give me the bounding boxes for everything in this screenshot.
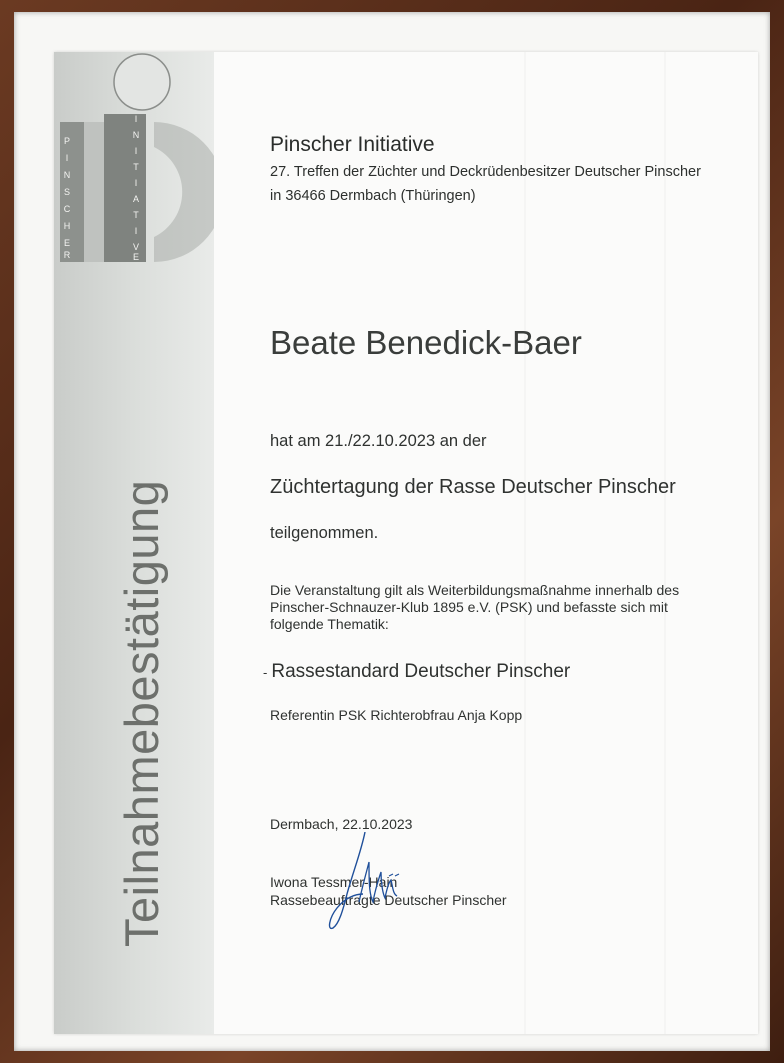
svg-text:I: I [134,178,138,188]
place-date: Dermbach, 22.10.2023 [270,816,413,832]
certificate-type-title: Teilnahmebestätigung [115,479,168,947]
topic-dash: - [263,665,268,680]
paragraph-line: Die Veranstaltung gilt als Weiterbildungsmaßnahme innerhalb des [270,582,680,598]
topic-line [263,661,570,683]
signer-name: Iwona Tessmer-Hain [270,874,398,890]
meeting-title: 27. Treffen der Züchter und Deckrüdenbesitzer Deutscher Pinscher [270,164,701,180]
topic-title: Rassestandard Deutscher Pinscher [271,661,571,682]
svg-text:T: T [133,162,139,172]
svg-text:T: T [133,210,139,220]
paper-texture [664,52,666,1034]
svg-text:S: S [63,187,71,197]
svg-text:E: E [63,238,71,248]
organization-name: Pinscher Initiative [270,133,435,156]
handwritten-signature [309,832,419,932]
date-line: hat am 21./22.10.2023 an der [270,432,487,450]
paper-texture [524,52,526,1034]
svg-text:E: E [132,252,140,262]
svg-text:C: C [63,204,71,214]
svg-text:A: A [132,194,140,204]
pinscher-initiative-logo [54,52,214,282]
svg-text:N: N [132,130,140,140]
participant-name: Beate Benedick-Baer [270,324,582,361]
svg-text:I: I [134,114,138,124]
svg-text:I: I [134,146,138,156]
certificate-page [54,52,758,1034]
sidebar-band [54,52,214,1034]
svg-text:I: I [65,153,69,163]
meeting-location: in 36466 Dermbach (Thüringen) [270,188,476,204]
svg-text:V: V [132,242,140,252]
paragraph-line: folgende Thematik: [270,616,389,632]
description-paragraph [270,582,679,633]
svg-text:R: R [63,250,71,260]
signer-role: Rassebeauftragte Deutscher Pinscher [270,892,507,908]
svg-text:I: I [134,226,138,236]
participated-line: teilgenommen. [270,524,379,542]
frame-mat [14,12,770,1051]
speaker-line: Referentin PSK Richterobfrau Anja Kopp [270,707,523,723]
svg-text:H: H [63,221,71,231]
svg-text:P: P [63,136,71,146]
svg-text:N: N [63,170,71,180]
paragraph-line: Pinscher-Schnauzer-Klub 1895 e.V. (PSK) und befasste sich mit [270,599,668,615]
event-title: Züchtertagung der Rasse Deutscher Pinscher [270,476,676,498]
